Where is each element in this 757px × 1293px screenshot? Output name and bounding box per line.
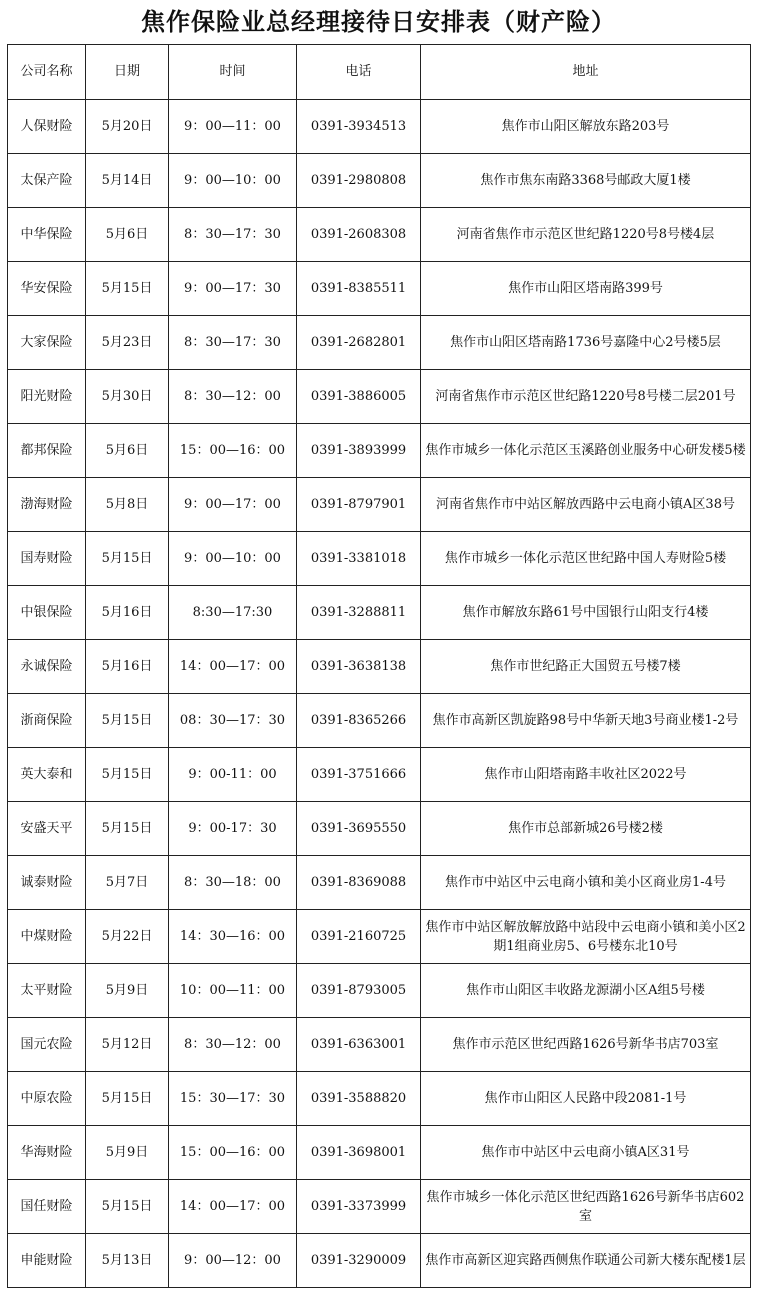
phone-cell: 0391-3751666	[297, 748, 421, 802]
company-name-cell: 华安保险	[8, 262, 86, 316]
date-cell: 5月9日	[86, 1126, 169, 1180]
phone-cell: 0391-3373999	[297, 1180, 421, 1234]
company-name-cell: 中原农险	[8, 1072, 86, 1126]
time-cell: 14：00—17：00	[169, 640, 297, 694]
address-cell: 河南省焦作市中站区解放西路中云电商小镇A区38号	[421, 478, 751, 532]
company-name-cell: 国寿财险	[8, 532, 86, 586]
time-cell: 9：00-17：30	[169, 802, 297, 856]
company-name-cell: 安盛天平	[8, 802, 86, 856]
phone-cell: 0391-2608308	[297, 208, 421, 262]
address-cell: 焦作市山阳区人民路中段2081-1号	[421, 1072, 751, 1126]
date-cell: 5月6日	[86, 424, 169, 478]
column-header-date: 日期	[86, 45, 169, 100]
date-cell: 5月30日	[86, 370, 169, 424]
date-cell: 5月14日	[86, 154, 169, 208]
phone-cell: 0391-3934513	[297, 100, 421, 154]
phone-cell: 0391-8793005	[297, 964, 421, 1018]
company-name-cell: 浙商保险	[8, 694, 86, 748]
table-row	[8, 1234, 751, 1288]
phone-cell: 0391-3588820	[297, 1072, 421, 1126]
phone-cell: 0391-2160725	[297, 910, 421, 964]
address-cell: 焦作市山阳区丰收路龙源湖小区A组5号楼	[421, 964, 751, 1018]
date-cell: 5月13日	[86, 1234, 169, 1288]
address-cell: 焦作市山阳区塔南路399号	[421, 262, 751, 316]
time-cell: 8:30—17:30	[169, 586, 297, 640]
date-cell: 5月22日	[86, 910, 169, 964]
table-row	[8, 1072, 751, 1126]
company-name-cell: 诚泰财险	[8, 856, 86, 910]
table-row	[8, 478, 751, 532]
time-cell: 9：00—12：00	[169, 1234, 297, 1288]
table-row	[8, 208, 751, 262]
address-cell: 焦作市高新区凯旋路98号中华新天地3号商业楼1-2号	[421, 694, 751, 748]
date-cell: 5月8日	[86, 478, 169, 532]
table-row	[8, 586, 751, 640]
company-name-cell: 太平财险	[8, 964, 86, 1018]
header-row	[8, 45, 751, 100]
company-name-cell: 渤海财险	[8, 478, 86, 532]
address-cell: 焦作市总部新城26号楼2楼	[421, 802, 751, 856]
phone-cell: 0391-8385511	[297, 262, 421, 316]
date-cell: 5月16日	[86, 586, 169, 640]
date-cell: 5月15日	[86, 802, 169, 856]
phone-cell: 0391-8369088	[297, 856, 421, 910]
table-row	[8, 910, 751, 964]
date-cell: 5月15日	[86, 262, 169, 316]
table-row	[8, 1126, 751, 1180]
address-cell: 焦作市焦东南路3368号邮政大厦1楼	[421, 154, 751, 208]
date-cell: 5月15日	[86, 532, 169, 586]
date-cell: 5月23日	[86, 316, 169, 370]
date-cell: 5月9日	[86, 964, 169, 1018]
company-name-cell: 华海财险	[8, 1126, 86, 1180]
phone-cell: 0391-3381018	[297, 532, 421, 586]
table-row	[8, 262, 751, 316]
phone-cell: 0391-6363001	[297, 1018, 421, 1072]
time-cell: 9：00—17：00	[169, 478, 297, 532]
table-row	[8, 532, 751, 586]
phone-cell: 0391-2980808	[297, 154, 421, 208]
table-row	[8, 154, 751, 208]
phone-cell: 0391-8797901	[297, 478, 421, 532]
time-cell: 8：30—17：30	[169, 208, 297, 262]
address-cell: 焦作市高新区迎宾路西侧焦作联通公司新大楼东配楼1层	[421, 1234, 751, 1288]
address-cell: 焦作市山阳区塔南路1736号嘉隆中心2号楼5层	[421, 316, 751, 370]
table-row	[8, 856, 751, 910]
date-cell: 5月15日	[86, 1180, 169, 1234]
address-cell: 焦作市城乡一体化示范区玉溪路创业服务中心研发楼5楼	[421, 424, 751, 478]
table-row	[8, 316, 751, 370]
company-name-cell: 永诚保险	[8, 640, 86, 694]
time-cell: 08：30—17：30	[169, 694, 297, 748]
table-body	[8, 100, 751, 1288]
address-cell: 焦作市山阳区解放东路203号	[421, 100, 751, 154]
company-name-cell: 国任财险	[8, 1180, 86, 1234]
time-cell: 9：00—17：30	[169, 262, 297, 316]
address-cell: 焦作市中站区中云电商小镇A区31号	[421, 1126, 751, 1180]
time-cell: 8：30—12：00	[169, 1018, 297, 1072]
phone-cell: 0391-3698001	[297, 1126, 421, 1180]
time-cell: 14：30—16：00	[169, 910, 297, 964]
company-name-cell: 中银保险	[8, 586, 86, 640]
table-row	[8, 100, 751, 154]
phone-cell: 0391-3695550	[297, 802, 421, 856]
time-cell: 8：30—17：30	[169, 316, 297, 370]
company-name-cell: 人保财险	[8, 100, 86, 154]
table-row	[8, 694, 751, 748]
time-cell: 9：00—11：00	[169, 100, 297, 154]
phone-cell: 0391-3288811	[297, 586, 421, 640]
time-cell: 8：30—18：00	[169, 856, 297, 910]
time-cell: 15：00—16：00	[169, 1126, 297, 1180]
address-cell: 焦作市中站区中云电商小镇和美小区商业房1-4号	[421, 856, 751, 910]
company-name-cell: 国元农险	[8, 1018, 86, 1072]
company-name-cell: 大家保险	[8, 316, 86, 370]
company-name-cell: 阳光财险	[8, 370, 86, 424]
time-cell: 15：30—17：30	[169, 1072, 297, 1126]
date-cell: 5月16日	[86, 640, 169, 694]
table-row	[8, 1180, 751, 1234]
table-row	[8, 802, 751, 856]
reception-schedule-table	[7, 44, 751, 1288]
phone-cell: 0391-2682801	[297, 316, 421, 370]
date-cell: 5月15日	[86, 694, 169, 748]
time-cell: 9：00—10：00	[169, 154, 297, 208]
company-name-cell: 申能财险	[8, 1234, 86, 1288]
date-cell: 5月6日	[86, 208, 169, 262]
phone-cell: 0391-8365266	[297, 694, 421, 748]
phone-cell: 0391-3290009	[297, 1234, 421, 1288]
date-cell: 5月20日	[86, 100, 169, 154]
address-cell: 焦作市城乡一体化示范区世纪西路1626号新华书店602室	[421, 1180, 751, 1234]
phone-cell: 0391-3893999	[297, 424, 421, 478]
column-header-time: 时间	[169, 45, 297, 100]
time-cell: 9：00-11：00	[169, 748, 297, 802]
address-cell: 河南省焦作市示范区世纪路1220号8号楼4层	[421, 208, 751, 262]
phone-cell: 0391-3638138	[297, 640, 421, 694]
company-name-cell: 英大泰和	[8, 748, 86, 802]
table-row	[8, 370, 751, 424]
date-cell: 5月15日	[86, 1072, 169, 1126]
company-name-cell: 中华保险	[8, 208, 86, 262]
company-name-cell: 太保产险	[8, 154, 86, 208]
address-cell: 焦作市山阳塔南路丰收社区2022号	[421, 748, 751, 802]
time-cell: 10：00—11：00	[169, 964, 297, 1018]
table-row	[8, 640, 751, 694]
column-header-company: 公司名称	[8, 45, 86, 100]
address-cell: 焦作市城乡一体化示范区世纪路中国人寿财险5楼	[421, 532, 751, 586]
time-cell: 15：00—16：00	[169, 424, 297, 478]
table-row	[8, 1018, 751, 1072]
address-cell: 焦作市中站区解放解放路中站段中云电商小镇和美小区2期1组商业房5、6号楼东北10号	[421, 910, 751, 964]
table-row	[8, 964, 751, 1018]
address-cell: 河南省焦作市示范区世纪路1220号8号楼二层201号	[421, 370, 751, 424]
date-cell: 5月7日	[86, 856, 169, 910]
page-title: 焦作保险业总经理接待日安排表（财产险）	[141, 7, 616, 36]
column-header-phone: 电话	[297, 45, 421, 100]
time-cell: 9：00—10：00	[169, 532, 297, 586]
time-cell: 14：00—17：00	[169, 1180, 297, 1234]
address-cell: 焦作市解放东路61号中国银行山阳支行4楼	[421, 586, 751, 640]
table-row	[8, 748, 751, 802]
date-cell: 5月12日	[86, 1018, 169, 1072]
time-cell: 8：30—12：00	[169, 370, 297, 424]
company-name-cell: 都邦保险	[8, 424, 86, 478]
date-cell: 5月15日	[86, 748, 169, 802]
address-cell: 焦作市世纪路正大国贸五号楼7楼	[421, 640, 751, 694]
phone-cell: 0391-3886005	[297, 370, 421, 424]
address-cell: 焦作市示范区世纪西路1626号新华书店703室	[421, 1018, 751, 1072]
table-row	[8, 424, 751, 478]
company-name-cell: 中煤财险	[8, 910, 86, 964]
column-header-address: 地址	[421, 45, 751, 100]
